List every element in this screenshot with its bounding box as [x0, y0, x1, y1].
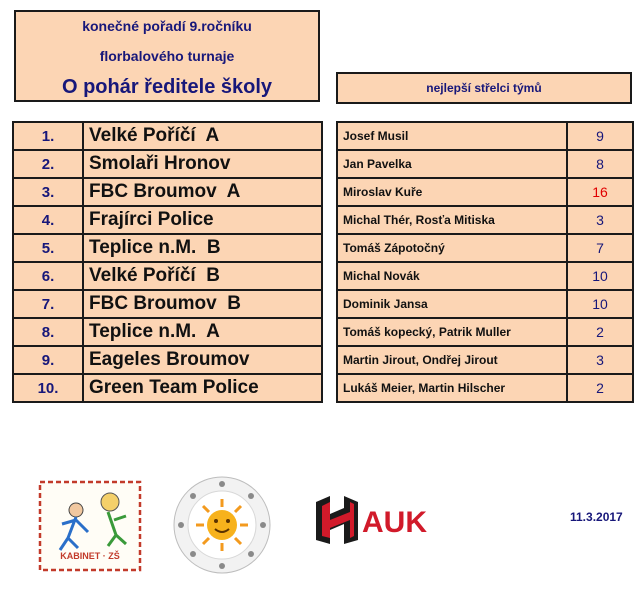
team-name-cell: Frajírci Police: [83, 206, 322, 234]
rank-cell: 3.: [13, 178, 83, 206]
team-name-cell: Green Team Police: [83, 374, 322, 402]
scorer-row: [337, 290, 633, 318]
scorer-row: [337, 150, 633, 178]
scorer-name-cell: Dominik Jansa: [337, 290, 567, 318]
scorer-row: [337, 234, 633, 262]
standings-row: [13, 150, 322, 178]
standings-row: [13, 122, 322, 150]
hauk-logo-text: AUK: [362, 506, 427, 539]
goals-cell: 10: [567, 290, 633, 318]
team-name-cell: Teplice n.M. B: [83, 234, 322, 262]
scorer-name-cell: Lukáš Meier, Martin Hilscher: [337, 374, 567, 402]
title-line-3: O pohár ředitele školy: [61, 76, 273, 98]
scorer-row: [337, 122, 633, 150]
goals-cell: 16: [567, 178, 633, 206]
standings-row: [13, 262, 322, 290]
scorer-name-cell: Michal Thér, Rosťa Mitiska: [337, 206, 567, 234]
team-name-cell: Velké Poříčí A: [83, 122, 322, 150]
kabinet-logo-text: KABINET · ZŠ: [60, 551, 120, 561]
title-line-1: konečné pořadí 9.ročníku: [82, 18, 252, 34]
scorer-name-cell: Jan Pavelka: [337, 150, 567, 178]
scorer-name-cell: Miroslav Kuře: [337, 178, 567, 206]
scorer-name-cell: Josef Musil: [337, 122, 567, 150]
goals-cell: 9: [567, 122, 633, 150]
scorer-name-cell: Tomáš kopecký, Patrik Muller: [337, 318, 567, 346]
standings-row: [13, 290, 322, 318]
rank-cell: 6.: [13, 262, 83, 290]
team-name-cell: Teplice n.M. A: [83, 318, 322, 346]
standings-row: [13, 374, 322, 402]
date-label: 11.3.2017: [570, 510, 623, 524]
rank-cell: 5.: [13, 234, 83, 262]
rank-cell: 4.: [13, 206, 83, 234]
rank-cell: 10.: [13, 374, 83, 402]
scorers-table: [336, 121, 634, 403]
title-line-2: florbalového turnaje: [99, 48, 235, 64]
hauk-logo: [314, 494, 456, 546]
goals-cell: 10: [567, 262, 633, 290]
team-name-cell: Eageles Broumov: [83, 346, 322, 374]
ssk-pedro-logo: [172, 475, 272, 575]
rank-cell: 2.: [13, 150, 83, 178]
standings-row: [13, 318, 322, 346]
rank-cell: 1.: [13, 122, 83, 150]
scorer-name-cell: Michal Novák: [337, 262, 567, 290]
standings-row: [13, 206, 322, 234]
scorer-row: [337, 318, 633, 346]
standings-table: [12, 121, 323, 403]
goals-cell: 2: [567, 374, 633, 402]
team-name-cell: Smolaři Hronov: [83, 150, 322, 178]
standings-row: [13, 346, 322, 374]
team-name-cell: FBC Broumov B: [83, 290, 322, 318]
scorer-row: [337, 262, 633, 290]
goals-cell: 8: [567, 150, 633, 178]
goals-cell: 3: [567, 206, 633, 234]
scorer-row: [337, 178, 633, 206]
scorer-name-cell: Tomáš Zápotočný: [337, 234, 567, 262]
tournament-title-box: [14, 10, 320, 102]
team-name-cell: FBC Broumov A: [83, 178, 322, 206]
scorer-row: [337, 206, 633, 234]
scorer-row: [337, 346, 633, 374]
rank-cell: 7.: [13, 290, 83, 318]
scorer-row: [337, 374, 633, 402]
standings-row: [13, 178, 322, 206]
goals-cell: 3: [567, 346, 633, 374]
scorers-header: nejlepší střelci týmů: [336, 72, 632, 104]
rank-cell: 8.: [13, 318, 83, 346]
kabinet-logo: [38, 480, 142, 572]
goals-cell: 7: [567, 234, 633, 262]
scorer-name-cell: Martin Jirout, Ondřej Jirout: [337, 346, 567, 374]
standings-row: [13, 234, 322, 262]
team-name-cell: Velké Poříčí B: [83, 262, 322, 290]
goals-cell: 2: [567, 318, 633, 346]
rank-cell: 9.: [13, 346, 83, 374]
